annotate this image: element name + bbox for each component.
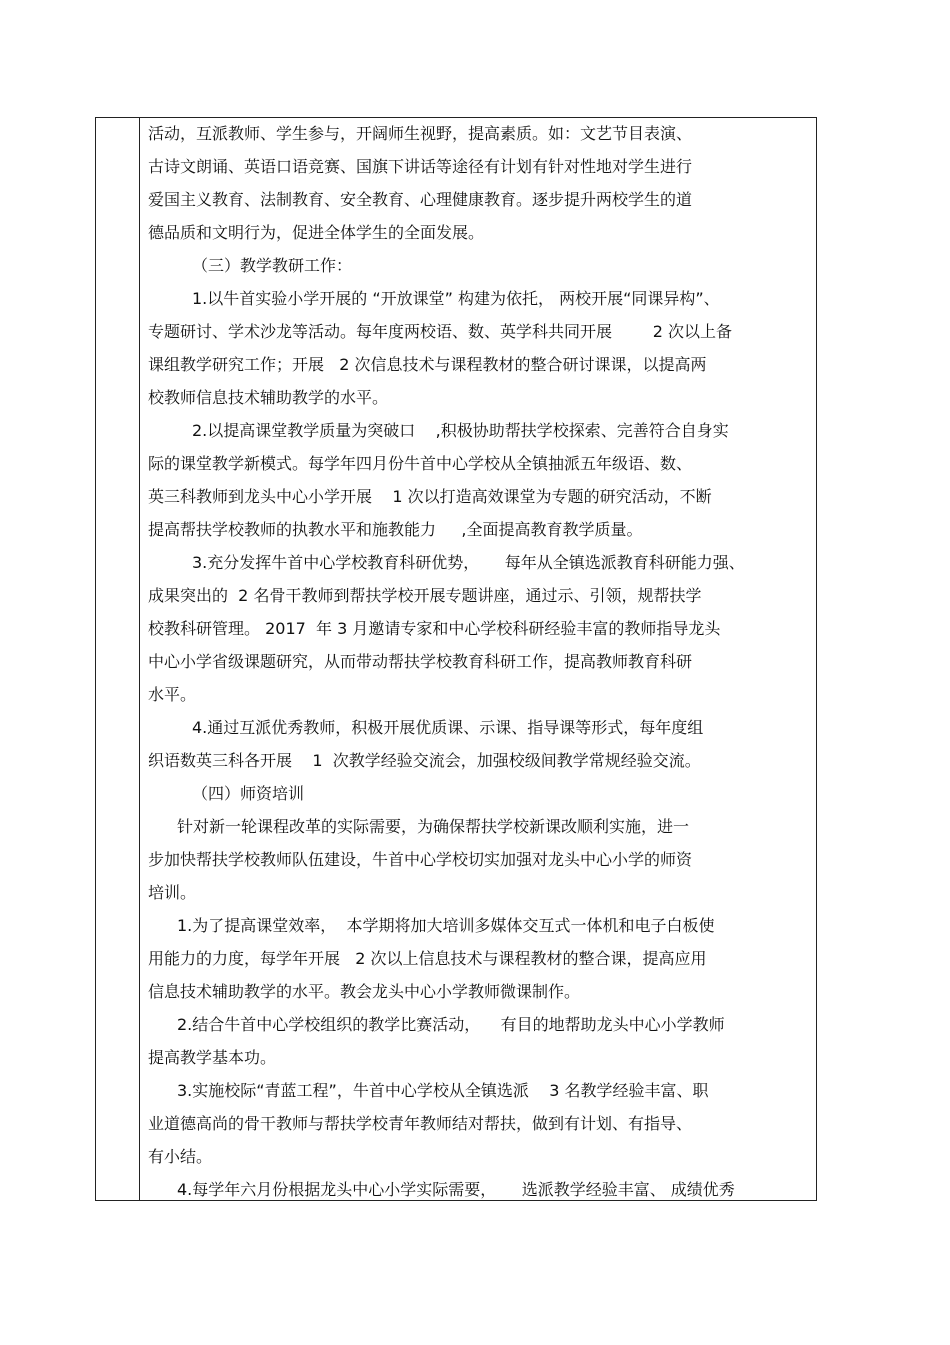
text-line: 3.充分发挥牛首中心学校教育科研优势， 每年从全镇选派教育科研能力强、 xyxy=(192,553,745,572)
text-line: 水平。 xyxy=(148,685,197,704)
text-line: 织语数英三科各开展 1 次教学经验交流会，加强校级间教学常规经验交流。 xyxy=(148,751,701,770)
text-line: 3.实施校际“青蓝工程”，牛首中心学校从全镇选派 3 名教学经验丰富、职 xyxy=(177,1081,709,1100)
text-line: 活动，互派教师、学生参与，开阔师生视野，提高素质。如：文艺节目表演、 xyxy=(148,124,693,143)
text-line: 提高教学基本功。 xyxy=(148,1048,277,1067)
text-line: 用能力的力度，每学年开展 2 次以上信息技术与课程教材的整合课，提高应用 xyxy=(148,949,707,968)
text-line: 际的课堂教学新模式。每学年四月份牛首中心学校从全镇抽派五年级语、数、 xyxy=(148,454,693,473)
text-line: 4.每学年六月份根据龙头中心小学实际需要， 选派教学经验丰富、 成绩优秀 xyxy=(177,1180,735,1199)
text-line: 2.结合牛首中心学校组织的教学比赛活动， 有目的地帮助龙头中心小学教师 xyxy=(177,1015,725,1034)
text-line: 课组教学研究工作；开展 2 次信息技术与课程教材的整合研讨课课，以提高两 xyxy=(148,355,707,374)
text-line: 校教师信息技术辅助教学的水平。 xyxy=(148,388,389,407)
text-line: 信息技术辅助教学的水平。教会龙头中心小学教师微课制作。 xyxy=(148,982,581,1001)
text-line: 爱国主义教育、法制教育、安全教育、心理健康教育。逐步提升两校学生的道 xyxy=(148,190,693,209)
text-line: 有小结。 xyxy=(148,1147,213,1166)
text-line: 1.以牛首实验小学开展的 “开放课堂” 构建为依托， 两校开展“同课异构”、 xyxy=(192,289,720,308)
text-line: 步加快帮扶学校教师队伍建设，牛首中心学校切实加强对龙头中心小学的师资 xyxy=(148,850,693,869)
text-line: 培训。 xyxy=(148,883,197,902)
text-line: 提高帮扶学校教师的执教水平和施教能力 ,全面提高教育教学质量。 xyxy=(148,520,643,539)
text-line: 1.为了提高课堂效率， 本学期将加大培训多媒体交互式一体机和电子白板使 xyxy=(177,916,715,935)
section-heading: （四）师资培训 xyxy=(192,784,305,803)
text-line: 成果突出的 2 名骨干教师到帮扶学校开展专题讲座，通过示、引领，规帮扶学 xyxy=(148,586,702,605)
text-line: 2.以提高课堂教学质量为突破口 ,积极协助帮扶学校探索、完善符合自身实 xyxy=(192,421,729,440)
text-line: 专题研讨、学术沙龙等活动。每年度两校语、数、英学科共同开展 2 次以上备 xyxy=(148,322,732,341)
text-line: 英三科教师到龙头中心小学开展 1 次以打造高效课堂为专题的研究活动，不断 xyxy=(148,487,712,506)
text-line: 中心小学省级课题研究，从而带动帮扶学校教育科研工作，提高教师教育科研 xyxy=(148,652,693,671)
text-line: 业道德高尚的骨干教师与帮扶学校青年教师结对帮扶，做到有计划、有指导、 xyxy=(148,1114,693,1133)
text-line: 古诗文朗诵、英语口语竞赛、国旗下讲话等途径有计划有针对性地对学生进行 xyxy=(148,157,693,176)
text-line: 校教科研管理。 2017 年 3 月邀请专家和中心学校科研经验丰富的教师指导龙头 xyxy=(148,619,721,638)
text-line: 4.通过互派优秀教师，积极开展优质课、示课、指导课等形式，每年度组 xyxy=(192,718,704,737)
section-heading: （三）教学教研工作： xyxy=(192,256,353,275)
text-line: 德品质和文明行为，促进全体学生的全面发展。 xyxy=(148,223,485,242)
text-line: 针对新一轮课程改革的实际需要，为确保帮扶学校新课改顺利实施，进一 xyxy=(177,817,690,836)
table-column-divider xyxy=(139,117,140,1201)
